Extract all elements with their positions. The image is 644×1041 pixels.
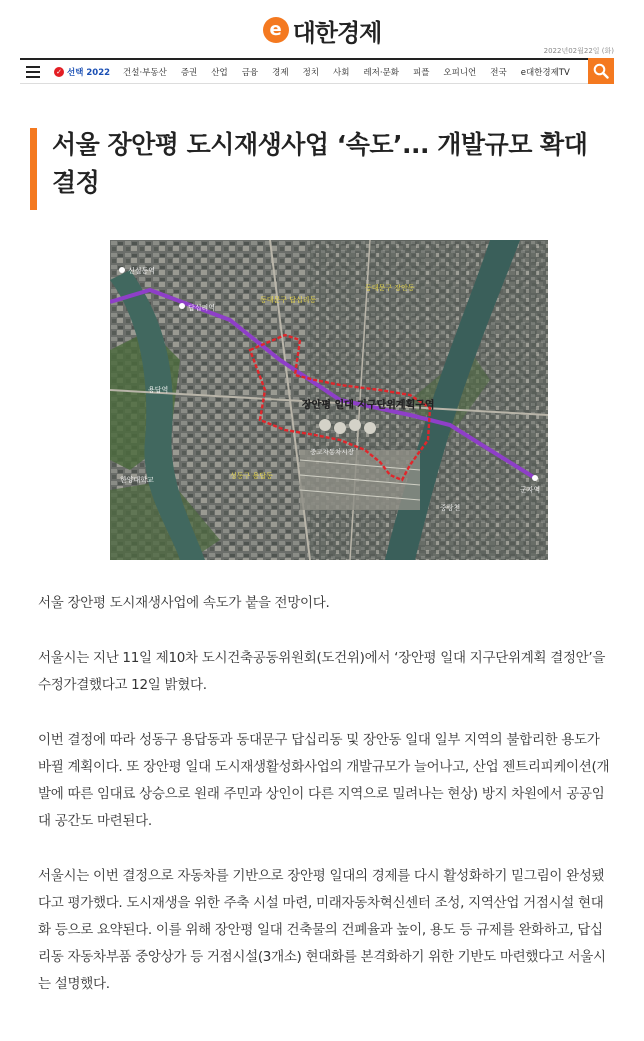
nav-item[interactable]: 정치 — [302, 67, 319, 78]
photo-label-center: 장안평 일대 지구단위계획구역 — [302, 400, 435, 411]
article-paragraph: 서울시는 이번 결정으로 자동차를 기반으로 장안평 일대의 경제를 다시 활성화하기 밑그림이 완성됐다고 평가했다. 도시재생을 위한 주축 시설 마련, 미래자동차혁신센터 조성, 지역산업 거점시설 현대화 등으로 요약된다. 이를 위해 장안평 일대 건축물의 건폐율과 높이, 용도 등 규제를 완화하고, 답십리동 자동차부품 중앙상가 등 거점시설(3개소) 현대화를 본격화하기 위한 기반도 마련했다고 서울시는 설명했다. — [38, 868, 606, 992]
logo-mark: e — [263, 17, 289, 43]
main-nav — [20, 58, 614, 84]
nav-item[interactable]: 건설·부동산 — [123, 67, 167, 78]
photo-label-dongdaemun-janganl: 동대문구 장안동 — [365, 284, 415, 292]
nav-item[interactable]: 전국 — [490, 67, 507, 78]
headline-block — [30, 126, 614, 202]
headline-accent-bar — [30, 128, 37, 210]
current-date: 2022년02월22일 (화) — [543, 47, 614, 55]
photo-label-sinseol: 신설동역 — [128, 267, 156, 275]
article-paragraph: 이번 결정에 따라 성동구 용답동과 동대문구 답십리동 및 장안동 일대 일부 지역의 불합리한 용도가 바뀔 계획이다. 또 장안평 일대 도시재생활성화사업의 개발규모가 늘어나고, 산업 젠트리피케이션(개발에 따른 임대료 상승으로 원래 주민과 상인이 다른 지역으로 밀려나는 현상) 방지 차원에서 공공임대 공간도 마련된다. — [38, 732, 610, 829]
photo-label-gunja: 군자역 — [520, 486, 541, 494]
article-paragraph: 서울 장안평 도시재생사업에 속도가 붙을 전망이다. — [38, 595, 330, 611]
photo-label-dapsimni-station: 답십리역 — [188, 304, 216, 312]
photo-label-dongdaemun-dapsimni: 동대문구 답십리동 — [260, 296, 317, 304]
nav-items — [116, 66, 577, 78]
site-logo[interactable] — [263, 13, 382, 48]
photo-label-stream: 중랑천 — [440, 504, 461, 512]
article-paragraph: 서울시는 지난 11일 제10차 도시건축공동위원회(도건위)에서 ‘장안평 일대 지구단위계획 결정안’을 수정가결했다고 12일 밝혔다. — [38, 650, 606, 693]
menu-icon[interactable] — [20, 60, 46, 84]
article-headline: 서울 장안평 도시재생사업 ‘속도’... 개발규모 확대 결정 — [52, 130, 588, 197]
article-body — [38, 590, 614, 1026]
nav-item[interactable]: e대한경제TV — [520, 67, 570, 78]
search-button[interactable] — [588, 58, 614, 84]
nav-item[interactable]: 금융 — [241, 67, 259, 78]
photo-label-hanyang: 한양대학교 — [120, 476, 154, 484]
nav-item[interactable]: 산업 — [211, 67, 228, 78]
photo-label-market: 중고자동차시장 — [310, 448, 354, 456]
search-icon — [593, 63, 609, 79]
nav-item[interactable]: 증권 — [180, 67, 198, 78]
nav-pick-label: 선택 2022 — [67, 67, 111, 78]
nav-item[interactable]: 오피니언 — [443, 67, 477, 78]
nav-item-election[interactable] — [54, 66, 110, 78]
nav-item[interactable]: 피플 — [412, 67, 430, 78]
photo-label-seongdong: 성동구 용답동 — [230, 472, 273, 480]
nav-item[interactable]: 레저·문화 — [363, 67, 399, 78]
nav-item[interactable]: 경제 — [272, 67, 289, 78]
article-photo — [110, 240, 548, 560]
logo-text: 대한경제 — [292, 18, 382, 47]
check-icon: ✓ — [54, 67, 64, 77]
photo-label-yongdu: 용답역 — [148, 386, 169, 394]
site-header — [0, 12, 644, 48]
nav-item[interactable]: 사회 — [333, 67, 350, 78]
